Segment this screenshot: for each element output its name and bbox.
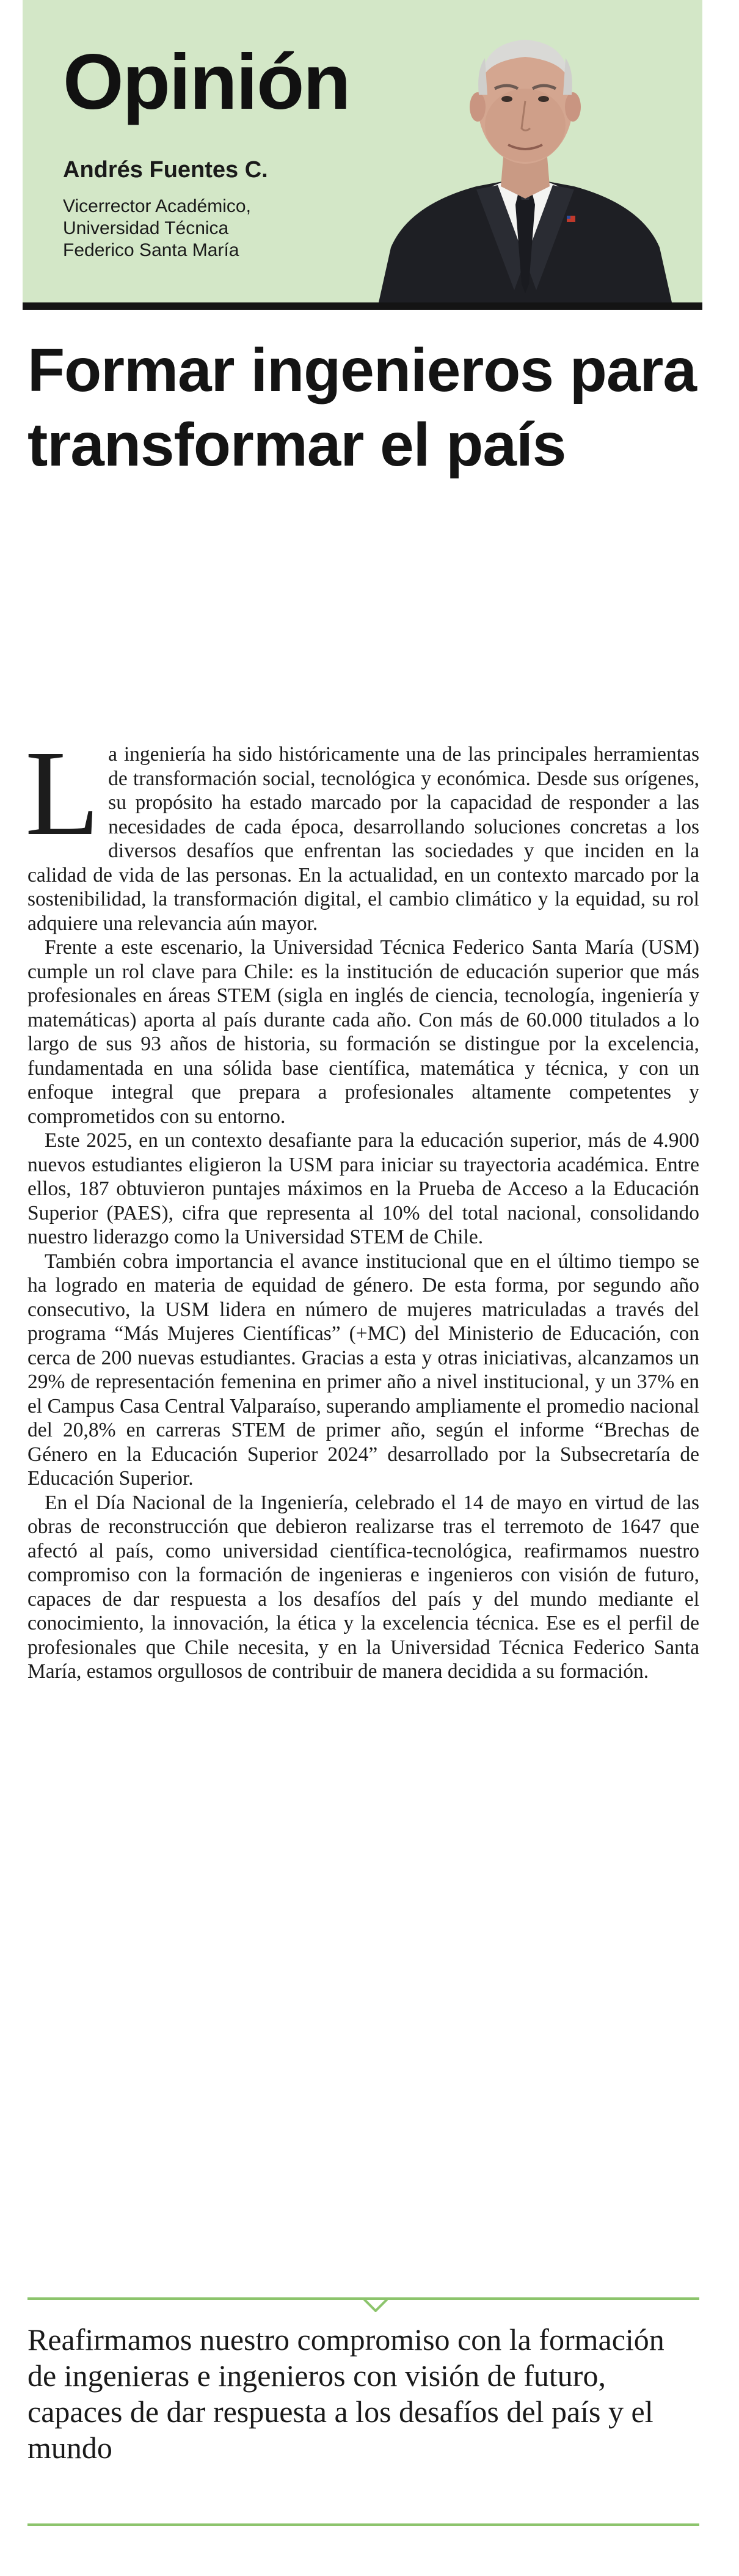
quote-notch-icon <box>363 2299 388 2312</box>
author-role-line: Universidad Técnica <box>63 218 229 238</box>
article-paragraph: Frente a este escenario, la Universidad Técnica Federico Santa María (USM) cumple un rol clave para Chile: es la institución de educación superior que más profesionales en áreas STEM (sigla en inglés de ciencia, tecnología, ingeniería y matemáticas) aporta al país durante cada año. Con más de 60.000 titulados a lo largo de sus 93 años de historia, su formación se distingue por la excelencia, fundamentada en una sólida base científica, matemática y técnica, y con un enfoque integral que prepara a profesionales altamente competentes y comprometidos con su entorno. <box>27 936 699 1128</box>
author-role-line: Vicerrector Académico, <box>63 196 251 216</box>
author-name: Andrés Fuentes C. <box>63 157 268 183</box>
article-headline: Formar ingenieros para transformar el país <box>27 336 696 479</box>
pull-quote: Reafirmamos nuestro compromiso con la formación de ingenieras e ingenieros con visión de futuro, capaces de dar respuesta a los desafíos del país y el mundo <box>27 2322 664 2465</box>
author-role <box>63 196 380 262</box>
author-portrait <box>373 3 678 302</box>
drop-cap: L <box>25 726 100 861</box>
opinion-header <box>23 0 702 310</box>
section-label: Opinión <box>63 38 350 126</box>
article-paragraph <box>25 726 699 935</box>
quote-divider-bottom <box>27 2523 699 2526</box>
article-body <box>25 726 699 1684</box>
article-paragraph: Este 2025, en un contexto desafiante para la educación superior, más de 4.900 nuevos estudiantes eligieron la USM para iniciar su trayectoria académica. Entre ellos, 187 obtuvieron puntajes máximos en la Prueba de Acceso a la Educación Superior (PAES), cifra que representa al 10% del total nacional, consolidando nuestro liderazgo como la Universidad STEM de Chile. <box>27 1129 699 1248</box>
author-role-line: Federico Santa María <box>63 240 239 260</box>
article-paragraph: También cobra importancia el avance institucional que en el último tiempo se ha logrado en materia de equidad de género. De esta forma, por segundo año consecutivo, la USM lidera en número de mujeres matriculadas a través del programa “Más Mujeres Científicas” (+MC) del Ministerio de Educación, con cerca de 200 nuevas estudiantes. Gracias a esta y otras iniciativas, alcanzamos un 29% de representación femenina en primer año a nivel institucional, y un 37% en el Campus Casa Central Valparaíso, superando ampliamente el promedio nacional del 20,8% en carreras STEM de primer año, según el informe “Brechas de Género en la Educación Superior 2024” desarrollado por la Subsecretaría de Educación Superior. <box>27 1250 699 1490</box>
article-paragraph: En el Día Nacional de la Ingeniería, celebrado el 14 de mayo en virtud de las obras de reconstrucción que debieron realizarse tras el terremoto de 1647 que afectó al país, como universidad científica-tecnológica, reafirmamos nuestro compromiso con la formación de ingenieras e ingenieros con visión de futuro, capaces de dar respuesta a los desafíos del país y del mundo mediante el conocimiento, la innovación, la ética y la excelencia técnica. Ese es el perfil de profesionales que Chile necesita, y en la Universidad Técnica Federico Santa María, estamos orgullosos de contribuir de manera decidida a su formación. <box>27 1491 699 1683</box>
paragraph-text: a ingeniería ha sido históricamente una de las principales herramientas de transformación social, tecnológica y económica. Desde sus orígenes, su propósito ha estado marcado por la capacidad de responder a las necesidades de cada época, desarrollando soluciones concretas a los diversos desafíos que enfrentan las sociedades y que inciden en la calidad de vida de las personas. En la actualidad, en un contexto marcado por la sostenibilidad, la transformación digital, el cambio climático y la equidad, su rol adquiere una relevancia aún mayor. <box>27 743 699 935</box>
